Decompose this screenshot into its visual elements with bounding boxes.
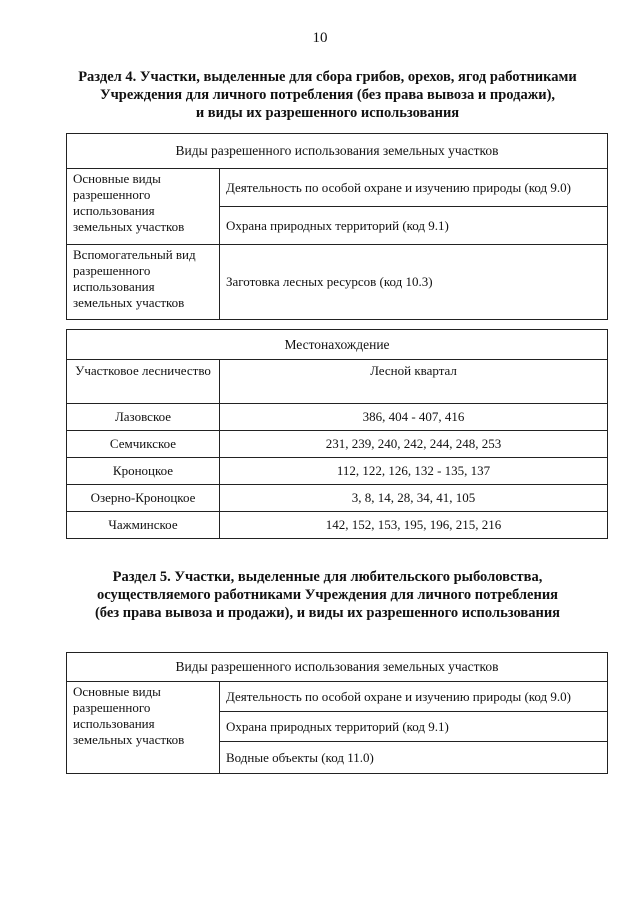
forest-blocks: 386, 404 - 407, 416: [220, 404, 608, 431]
location-table-header: Местонахождение: [67, 330, 608, 360]
forest-blocks: 231, 239, 240, 242, 244, 248, 253: [220, 431, 608, 458]
forest-blocks: 112, 122, 126, 132 - 135, 137: [220, 458, 608, 485]
section5-uses-table: [66, 652, 608, 774]
forest-blocks: 3, 8, 14, 28, 34, 41, 105: [220, 485, 608, 512]
forestry-name: Семчикское: [67, 431, 220, 458]
section4-location-table: [66, 329, 608, 539]
use-item: Деятельность по особой охране и изучению природы (код 9.0): [220, 682, 608, 712]
section4-heading-line: Учреждения для личного потребления (без права вывоза и продажи),: [99, 87, 556, 103]
forestry-name: Лазовское: [67, 404, 220, 431]
column-header-quarter: Лесной квартал: [220, 360, 608, 404]
section5-heading: [40, 568, 615, 622]
aux-uses-label: Вспомогательный вид разрешенного использования земельных участков: [67, 245, 220, 320]
use-item: Охрана природных территорий (код 9.1): [220, 207, 608, 245]
column-header-forestry: Участковое лесничество: [67, 360, 220, 404]
table-row: [67, 431, 608, 458]
forestry-name: Чажминское: [67, 512, 220, 539]
section4-heading: [40, 68, 615, 122]
uses-table-header: Виды разрешенного использования земельных участков: [67, 134, 608, 169]
section5-heading-line: Раздел 5. Участки, выделенные для любительского рыболовства,: [112, 569, 543, 585]
table-row: [67, 512, 608, 539]
table-row: [67, 404, 608, 431]
main-uses-label: Основные виды разрешенного использования земельных участков: [67, 169, 220, 245]
forestry-name: Озерно-Кроноцкое: [67, 485, 220, 512]
table-row: [67, 458, 608, 485]
section4-uses-table: [66, 133, 608, 320]
forestry-name: Кроноцкое: [67, 458, 220, 485]
use-item: Водные объекты (код 11.0): [220, 742, 608, 774]
section4-heading-line: Раздел 4. Участки, выделенные для сбора грибов, орехов, ягод работниками: [78, 69, 577, 85]
page-number: 10: [312, 30, 328, 46]
section5-heading-line: (без права вывоза и продажи), и виды их разрешенного использования: [94, 605, 561, 621]
main-uses-label: Основные виды разрешенного использования земельных участков: [67, 682, 220, 774]
use-item: Охрана природных территорий (код 9.1): [220, 712, 608, 742]
uses-table-header: Виды разрешенного использования земельных участков: [67, 653, 608, 682]
section4-heading-line: и виды их разрешенного использования: [195, 105, 460, 121]
section5-heading-line: осуществляемого работниками Учреждения для личного потребления: [96, 587, 559, 603]
use-item: Деятельность по особой охране и изучению природы (код 9.0): [220, 169, 608, 207]
forest-blocks: 142, 152, 153, 195, 196, 215, 216: [220, 512, 608, 539]
table-row: [67, 485, 608, 512]
use-item: Заготовка лесных ресурсов (код 10.3): [220, 245, 608, 320]
